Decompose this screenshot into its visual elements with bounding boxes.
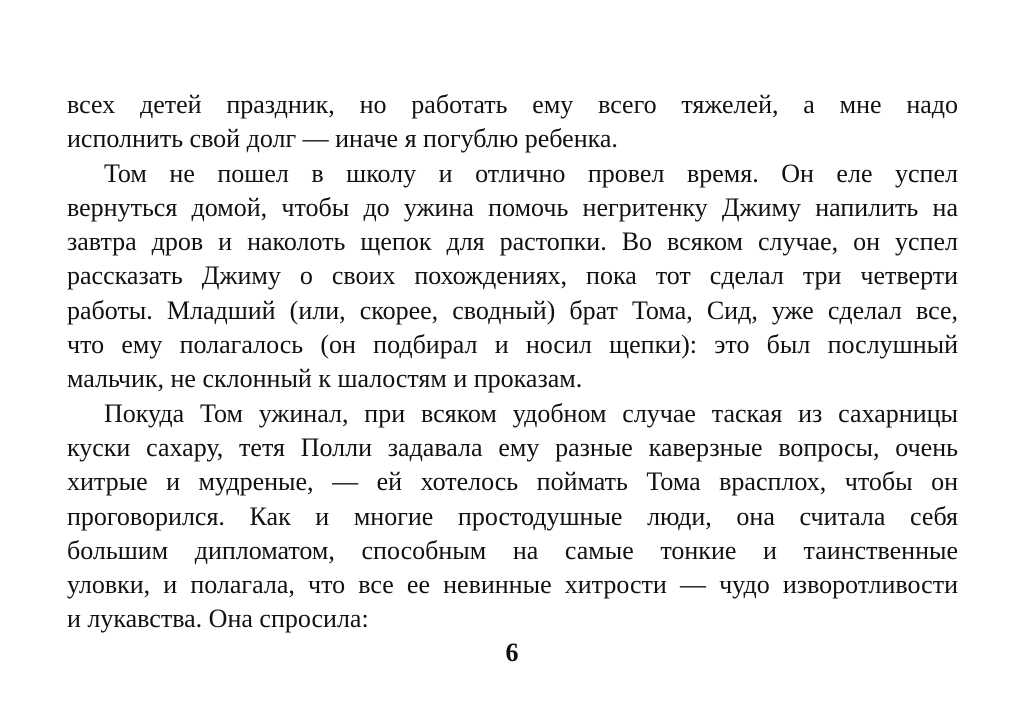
text-line: куски сахару, тетя Полли задавала ему разные каверзные вопросы, очень [67, 432, 958, 462]
text-line: и лукавства. Она спросила: [67, 604, 369, 634]
text-line: мальчик, не склонный к шалостям и проказам. [67, 364, 583, 394]
text-line: что ему полагалось (он подбирал и носил щепки): это был послушный [67, 330, 958, 360]
text-line: исполнить свой долг — иначе я погублю ребенка. [67, 124, 618, 154]
paragraph-1 [67, 88, 958, 157]
text-line: большим дипломатом, способным на самые тонкие и таинственные [67, 535, 958, 565]
text-line: рассказать Джиму о своих похождениях, пока тот сделал три четверти [67, 261, 958, 291]
paragraph-3 [67, 397, 958, 637]
text-line: уловки, и полагала, что все ее невинные хитрости — чудо изворотливости [67, 570, 958, 600]
text-line: хитрые и мудреные, — ей хотелось поймать Тома врасплох, чтобы он [67, 467, 958, 497]
text-line: проговорился. Как и многие простодушные люди, она считала себя [67, 501, 958, 531]
text-line: Покуда Том ужинал, при всяком удобном случае таская из сахарницы [104, 398, 958, 428]
page-number: 6 [505, 638, 519, 667]
text-line: работы. Младший (или, скорее, сводный) брат Тома, Сид, уже сделал все, [67, 295, 958, 325]
text-line: Том не пошел в школу и отлично провел время. Он еле успел [104, 158, 958, 188]
text-line: завтра дров и наколоть щепок для растопки. Во всяком случае, он успел [67, 227, 958, 257]
text-line: всех детей праздник, но работать ему всего тяжелей, а мне надо [67, 90, 958, 119]
page-body [67, 88, 958, 637]
paragraph-2 [67, 157, 958, 397]
text-line: вернуться домой, чтобы до ужина помочь негритенку Джиму напилить на [67, 192, 958, 222]
